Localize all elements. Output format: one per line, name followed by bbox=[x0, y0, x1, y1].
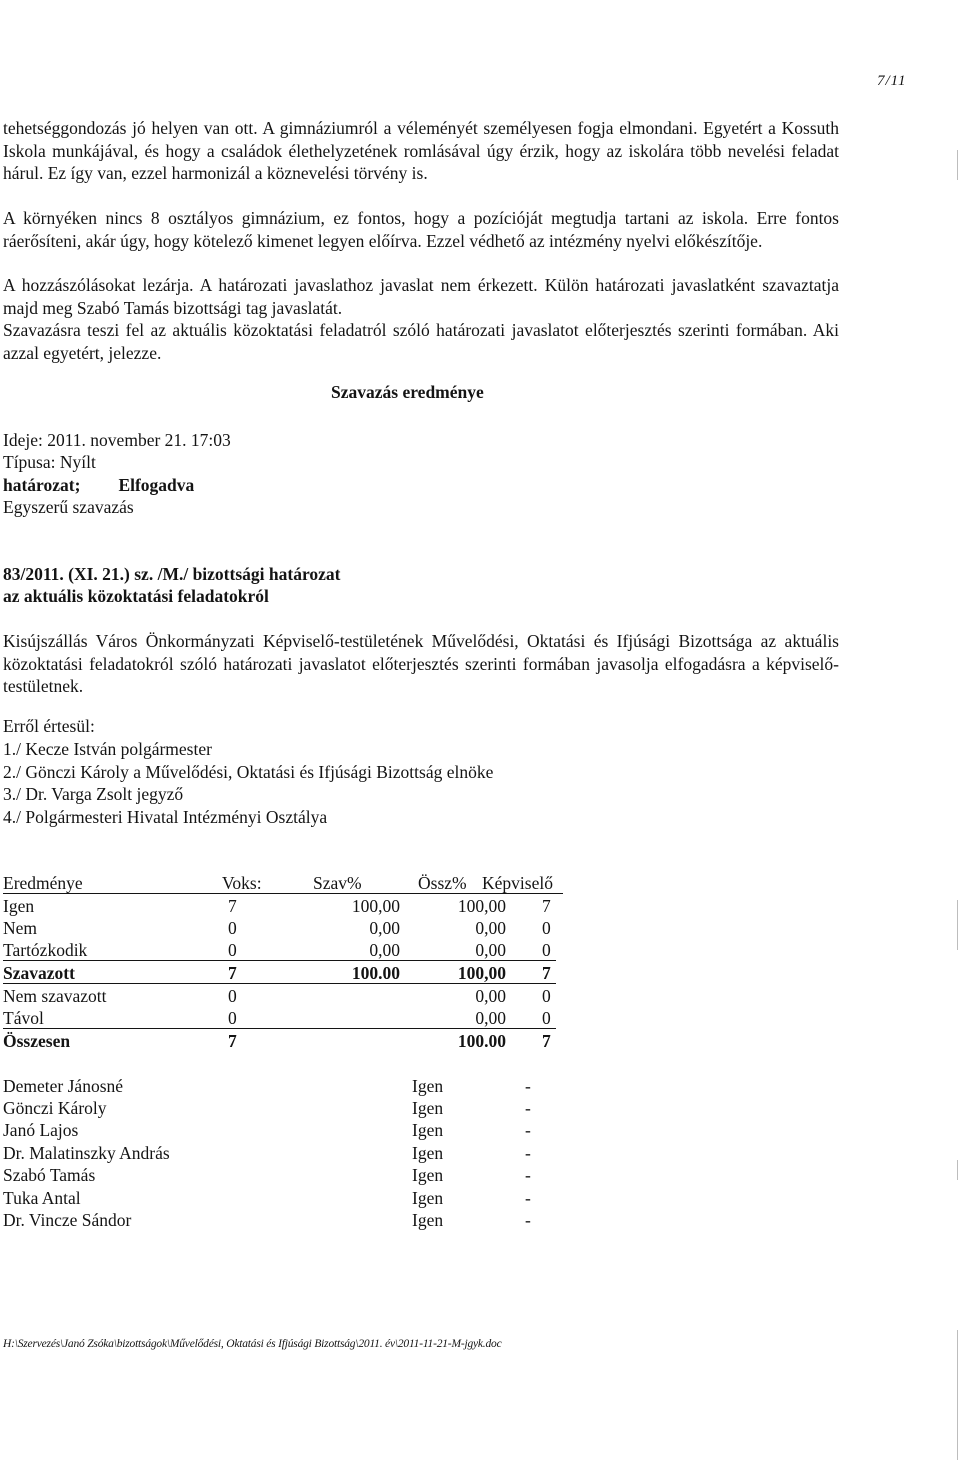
table-cell-total-percent: 0,00 bbox=[475, 986, 506, 1006]
table-row-label: Igen bbox=[3, 896, 35, 916]
table-cell-votes: 0 bbox=[228, 940, 237, 960]
member-vote: Igen bbox=[412, 1143, 444, 1163]
table-row-label: Nem szavazott bbox=[3, 986, 107, 1006]
table-row-label: Összesen bbox=[3, 1031, 71, 1051]
table-cell-total-percent: 0,00 bbox=[475, 918, 506, 938]
table-cell-total-percent: 0,00 bbox=[475, 940, 506, 960]
member-vote: Igen bbox=[412, 1210, 444, 1230]
member-vote: Igen bbox=[412, 1188, 444, 1208]
subtotal-underline bbox=[3, 960, 556, 961]
member-vote: Igen bbox=[412, 1076, 444, 1096]
absent-underline bbox=[3, 1028, 556, 1029]
recipient-3: 3./ Dr. Varga Zsolt jegyző bbox=[3, 784, 184, 804]
table-cell-members: 7 bbox=[542, 1031, 551, 1051]
member-note: - bbox=[525, 1188, 531, 1208]
resolution-body: Kisújszállás Város Önkormányzati Képviselő-testületének Művelődési, Oktatási és Ifjúsági Bizottsága az aktuális közoktatási feladatokról szóló határozati javaslatot előterjesztés szerinti formában javasolja elfogadásra a képviselő-testületnek. bbox=[3, 631, 839, 696]
file-path-footer: H:\Szervezés\Janó Zsóka\bizottságok\Művelődési, Oktatási és Ifjúsági Bizottság\2011. év\2011-11-21-M-jgyk.doc bbox=[3, 1338, 502, 1350]
table-row-label: Nem bbox=[3, 918, 38, 938]
recipient-2: 2./ Gönczi Károly a Művelődési, Oktatási és Ifjúsági Bizottság elnöke bbox=[3, 762, 494, 782]
table-cell-votes: 7 bbox=[228, 1031, 237, 1051]
vote-date: Ideje: 2011. november 21. 17:03 bbox=[3, 430, 231, 450]
table-row-label: Távol bbox=[3, 1008, 44, 1028]
table-header-members: Képviselő bbox=[482, 873, 553, 893]
header-underline bbox=[3, 893, 563, 894]
vote-kind: határozat; bbox=[3, 475, 81, 495]
member-name: Szabó Tamás bbox=[3, 1165, 96, 1185]
table-cell-votes: 0 bbox=[228, 1008, 237, 1028]
table-header-result: Eredménye bbox=[3, 873, 83, 893]
scan-artifact bbox=[957, 1160, 958, 1180]
table-cell-members: 0 bbox=[542, 940, 551, 960]
member-name: Dr. Vincze Sándor bbox=[3, 1210, 132, 1230]
table-cell-vote-percent: 100,00 bbox=[351, 896, 400, 916]
table-cell-votes: 0 bbox=[228, 918, 237, 938]
member-name: Tuka Antal bbox=[3, 1188, 81, 1208]
recipient-4: 4./ Polgármesteri Hivatal Intézményi Osztálya bbox=[3, 807, 328, 827]
member-note: - bbox=[525, 1098, 531, 1118]
paragraph-2: A környéken nincs 8 osztályos gimnázium, ez fontos, hogy a pozícióját megtudja tartani az iskola. Erre fontos ráerősíteni, akár úgy, hogy kötelező kimenet legyen előírva. Ezzel védhető az intézmény nyelvi előkészítője. bbox=[3, 208, 839, 251]
member-vote: Igen bbox=[412, 1098, 444, 1118]
table-cell-members: 0 bbox=[542, 1008, 551, 1028]
table-cell-members: 0 bbox=[542, 918, 551, 938]
scan-artifact bbox=[957, 150, 958, 180]
recipient-1: 1./ Kecze István polgármester bbox=[3, 739, 212, 759]
table-cell-total-percent: 0,00 bbox=[475, 1008, 506, 1028]
member-name: Janó Lajos bbox=[3, 1120, 79, 1140]
table-row-label: Szavazott bbox=[3, 963, 75, 983]
member-vote: Igen bbox=[412, 1120, 444, 1140]
vote-result-title: Szavazás eredménye bbox=[331, 382, 484, 402]
paragraph-4: Szavazásra teszi fel az aktuális közoktatási feladatról szóló határozati javaslatot előterjesztés szerinti formában. Aki azzal egyetért, jelezze. bbox=[3, 320, 839, 363]
table-cell-vote-percent: 100.00 bbox=[351, 963, 400, 983]
scan-artifact bbox=[957, 900, 958, 950]
member-note: - bbox=[525, 1143, 531, 1163]
table-cell-vote-percent: 0,00 bbox=[369, 940, 400, 960]
member-name: Gönczi Károly bbox=[3, 1098, 107, 1118]
resolution-subject: az aktuális közoktatási feladatokról bbox=[3, 586, 269, 606]
member-note: - bbox=[525, 1210, 531, 1230]
vote-type: Típusa: Nyílt bbox=[3, 452, 96, 472]
table-cell-vote-percent: 0,00 bbox=[369, 918, 400, 938]
page-number: 7/11 bbox=[877, 73, 907, 89]
vote-kind-row bbox=[3, 474, 194, 497]
voted-underline bbox=[3, 983, 556, 984]
paragraph-3: A hozzászólásokat lezárja. A határozati javaslathoz javaslat nem érkezett. Külön határozati javaslatként szavaztatja majd meg Szabó Tamás bizottsági tag javaslatát. bbox=[3, 275, 839, 318]
table-cell-votes: 0 bbox=[228, 986, 237, 1006]
table-cell-total-percent: 100,00 bbox=[457, 896, 506, 916]
member-note: - bbox=[525, 1076, 531, 1096]
table-cell-members: 7 bbox=[542, 963, 551, 983]
table-header-total-percent: Össz% bbox=[418, 873, 467, 893]
table-cell-votes: 7 bbox=[228, 963, 237, 983]
paragraph-1: tehetséggondozás jó helyen van ott. A gimnáziumról a véleményét személyesen fogja elmondani. Egyetért a Kossuth Iskola munkájával, és hogy a családok élethelyzetének romlásával úgy érzik, hogy az iskolára több nevelési feladat hárul. Ez így van, ezzel harmonizál a köznevelési törvény is. bbox=[3, 118, 839, 183]
table-cell-total-percent: 100.00 bbox=[457, 1031, 506, 1051]
member-note: - bbox=[525, 1120, 531, 1140]
table-cell-members: 0 bbox=[542, 986, 551, 1006]
table-cell-members: 7 bbox=[542, 896, 551, 916]
scan-artifact bbox=[957, 1330, 958, 1460]
member-name: Demeter Jánosné bbox=[3, 1076, 124, 1096]
table-row-label: Tartózkodik bbox=[3, 940, 88, 960]
member-name: Dr. Malatinszky András bbox=[3, 1143, 170, 1163]
member-vote: Igen bbox=[412, 1165, 444, 1185]
resolution-number: 83/2011. (XI. 21.) sz. /M./ bizottsági határozat bbox=[3, 564, 341, 584]
table-header-votes: Voks: bbox=[222, 873, 262, 893]
vote-mode: Egyszerű szavazás bbox=[3, 497, 134, 517]
notify-title: Erről értesül: bbox=[3, 716, 95, 736]
table-header-vote-percent: Szav% bbox=[313, 873, 362, 893]
member-note: - bbox=[525, 1165, 531, 1185]
table-cell-votes: 7 bbox=[228, 896, 237, 916]
table-cell-total-percent: 100,00 bbox=[457, 963, 506, 983]
vote-outcome: Elfogadva bbox=[118, 475, 195, 495]
